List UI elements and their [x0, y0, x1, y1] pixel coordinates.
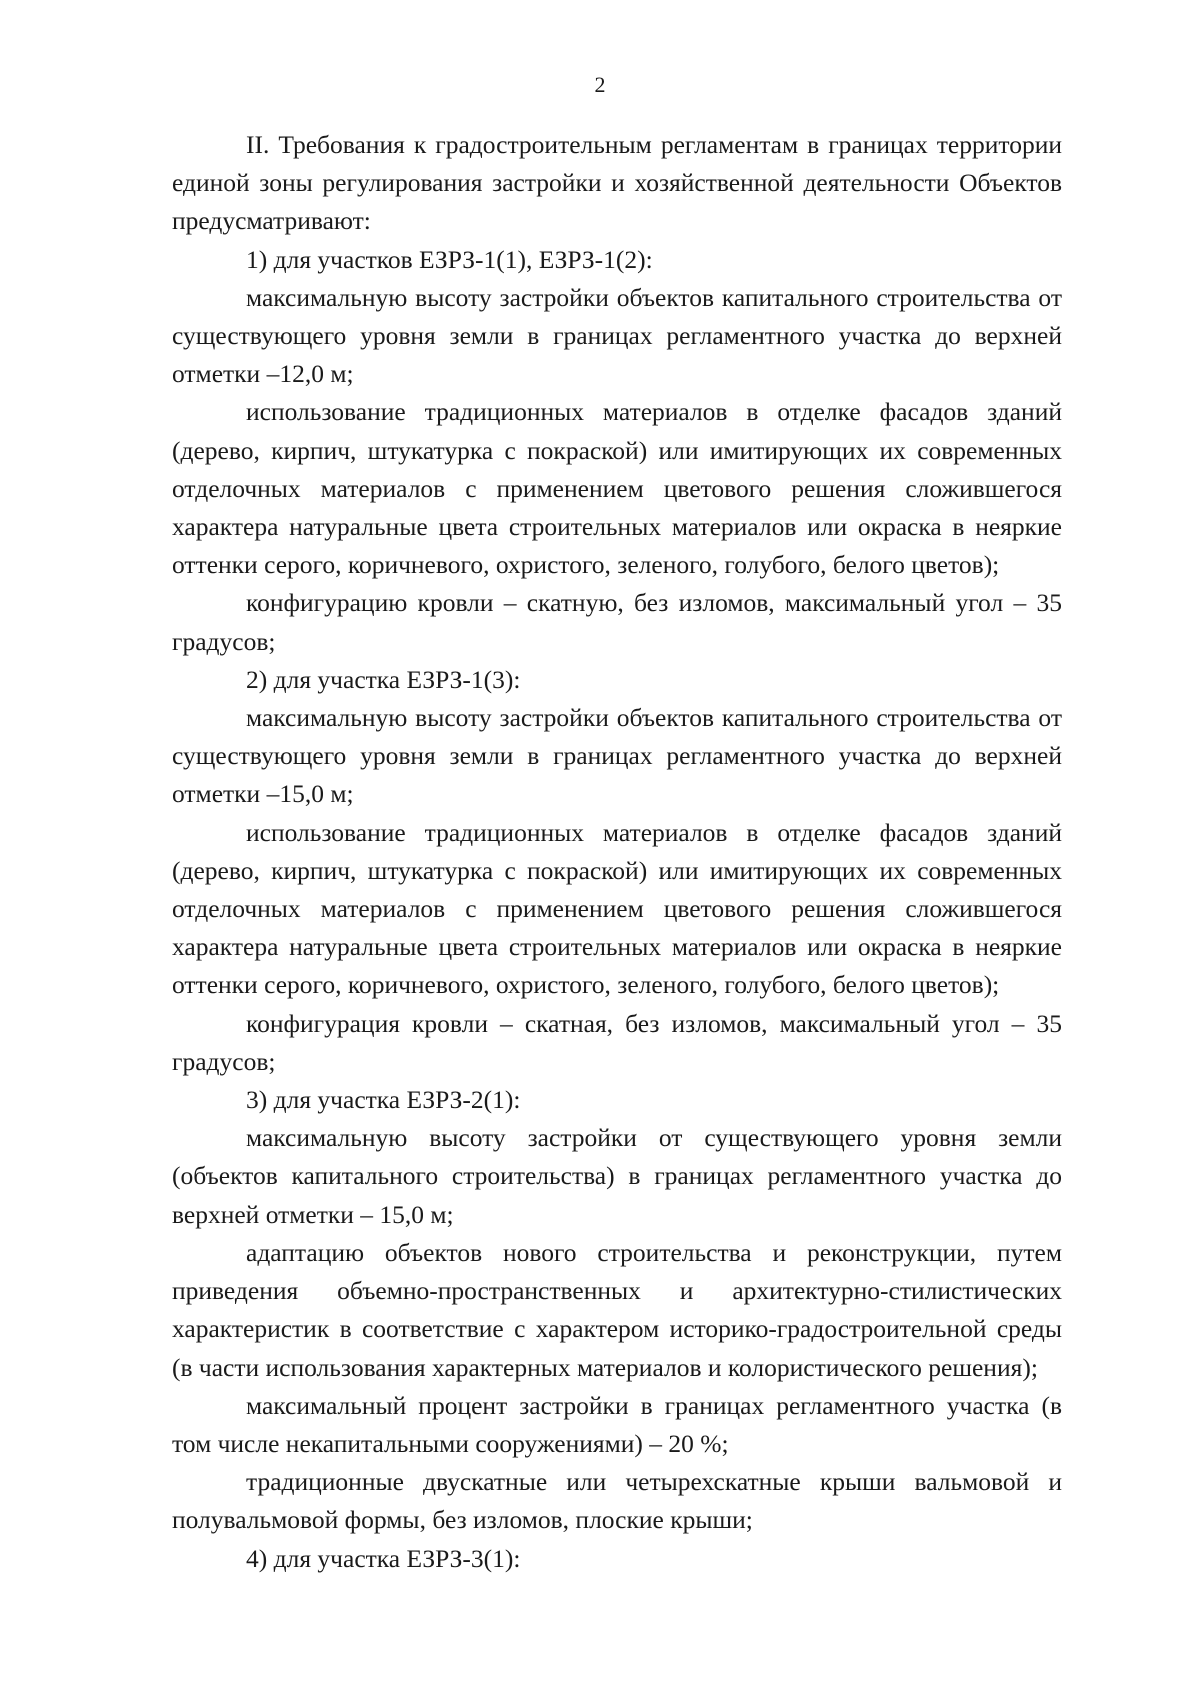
- requirement-paragraph: максимальный процент застройки в границах регламентного участка (в том числе некапитальными сооружениями) – 20 %;: [172, 1390, 1062, 1458]
- list-item-heading: 3) для участка ЕЗРЗ-2(1):: [246, 1085, 521, 1115]
- section-heading-paragraph: II. Требования к градостроительным регламентам в границах территории единой зоны регулирования застройки и хозяйственной деятельности Объектов предусматривают:: [172, 130, 1062, 236]
- requirement-paragraph: использование традиционных материалов в отделке фасадов зданий (дерево, кирпич, штукатурка с покраской) или имитирующих их современных отделочных материалов с применением цветового решения сложившегося характера натуральные цвета строительных материалов или окраска в неяркие оттенки серого, коричневого, охристого, зеленого, голубого, белого цветов);: [172, 817, 1062, 1000]
- page-number: 2: [594, 72, 606, 97]
- list-item-heading: 2) для участка ЕЗРЗ-1(3):: [246, 664, 521, 694]
- requirement-paragraph: использование традиционных материалов в отделке фасадов зданий (дерево, кирпич, штукатурка с покраской) или имитирующих их современных отделочных материалов с применением цветового решения сложившегося характера натуральные цвета строительных материалов или окраска в неяркие оттенки серого, коричневого, охристого, зеленого, голубого, белого цветов);: [172, 397, 1062, 580]
- list-item-heading: 1) для участков ЕЗРЗ-1(1), ЕЗРЗ-1(2):: [246, 244, 653, 274]
- requirement-paragraph: адаптацию объектов нового строительства и реконструкции, путем приведения объемно-пространственных и архитектурно-стилистических характеристик в соответствие с характером историко-градостроительной среды (в части использования характерных материалов и колористического решения);: [172, 1237, 1062, 1382]
- requirement-paragraph: конфигурация кровли – скатная, без изломов, максимальный угол – 35 градусов;: [172, 1008, 1062, 1076]
- requirement-paragraph: максимальную высоту застройки от существующего уровня земли (объектов капитального строительства) в границах регламентного участка до верхней отметки – 15,0 м;: [172, 1123, 1062, 1229]
- requirement-paragraph: максимальную высоту застройки объектов капитального строительства от существующего уровня земли в границах регламентного участка до верхней отметки –15,0 м;: [172, 703, 1062, 809]
- requirement-paragraph: традиционные двускатные или четырехскатные крыши вальмовой и полувальмовой формы, без изломов, плоские крыши;: [172, 1467, 1062, 1535]
- requirement-paragraph: максимальную высоту застройки объектов капитального строительства от существующего уровня земли в границах регламентного участка до верхней отметки –12,0 м;: [172, 282, 1062, 389]
- list-item-heading: 4) для участка ЕЗРЗ-3(1):: [246, 1543, 521, 1573]
- requirement-paragraph: конфигурацию кровли – скатную, без изломов, максимальный угол – 35 градусов;: [172, 588, 1062, 656]
- document-body: [172, 126, 1062, 1578]
